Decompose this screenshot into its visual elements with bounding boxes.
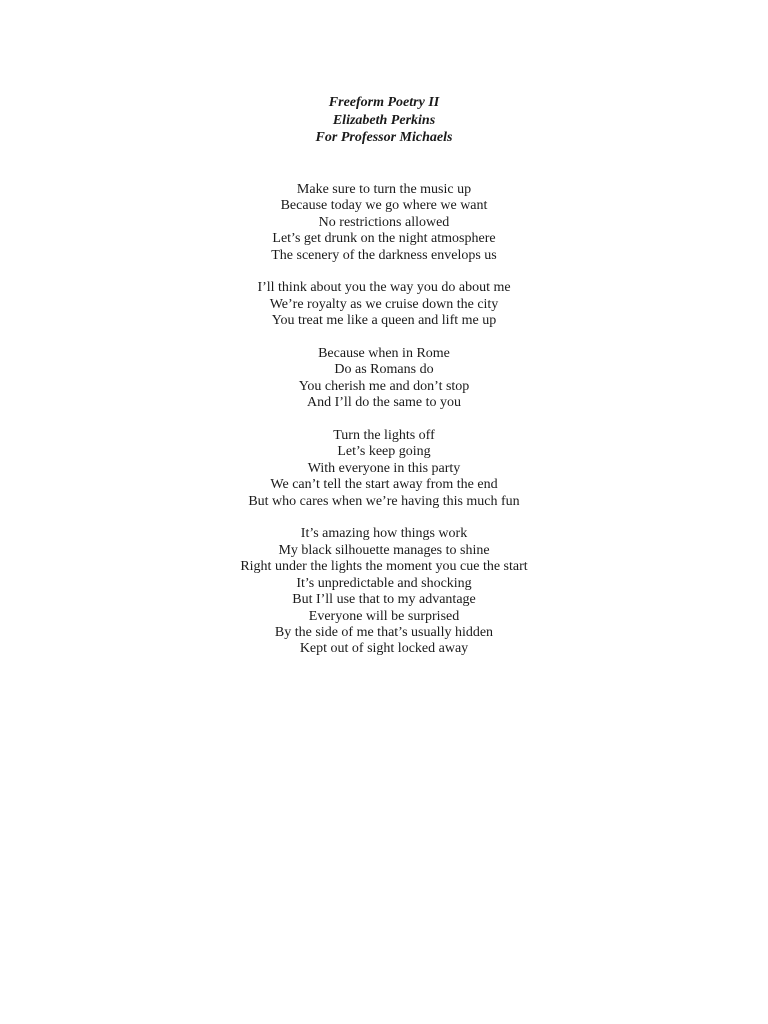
- stanza-2: [0, 280, 768, 329]
- poem-title: Freeform Poetry II: [328, 95, 440, 110]
- poem-line: Because today we go where we want: [280, 198, 488, 214]
- stanza-5: [0, 526, 768, 657]
- author-name: Elizabeth Perkins: [332, 112, 436, 128]
- poem-line: Right under the lights the moment you cue the start: [240, 559, 528, 575]
- poem-line: You cherish me and don’t stop: [298, 378, 470, 394]
- poem-line: But who cares when we’re having this much fun: [248, 493, 520, 509]
- poem-line: Let’s keep going: [337, 444, 431, 460]
- poem-line: No restrictions allowed: [318, 214, 450, 230]
- dedication: For Professor Michaels: [315, 130, 453, 145]
- poem-line: Kept out of sight locked away: [299, 641, 469, 657]
- poem-line: And I’ll do the same to you: [307, 395, 461, 411]
- poem-line: Make sure to turn the music up: [296, 182, 472, 197]
- poem-body: [0, 182, 768, 674]
- stanza-3: [0, 346, 768, 412]
- document-header: [0, 94, 768, 147]
- poem-line: Turn the lights off: [333, 428, 435, 444]
- poem-line: Everyone will be surprised: [308, 608, 460, 624]
- poem-line: But I’ll use that to my advantage: [292, 592, 476, 608]
- poem-line: I’ll think about you the way you do about me: [257, 280, 511, 296]
- poem-line: It’s unpredictable and shocking: [296, 575, 472, 591]
- stanza-1: [0, 182, 768, 264]
- poem-line: Do as Romans do: [334, 362, 434, 378]
- poem-line: My black silhouette manages to shine: [278, 542, 490, 558]
- poem-line: We’re royalty as we cruise down the city: [269, 296, 499, 312]
- stanza-4: [0, 428, 768, 510]
- poem-line: Let’s get drunk on the night atmosphere: [272, 231, 496, 247]
- poem-line: We can’t tell the start away from the end: [270, 477, 498, 493]
- poem-line: By the side of me that’s usually hidden: [274, 624, 494, 640]
- poem-line: With everyone in this party: [307, 460, 461, 476]
- poem-line: You treat me like a queen and lift me up: [271, 313, 497, 329]
- poem-line: Because when in Rome: [318, 346, 450, 362]
- poem-line: It’s amazing how things work: [300, 526, 468, 542]
- poem-line: The scenery of the darkness envelops us: [271, 247, 497, 263]
